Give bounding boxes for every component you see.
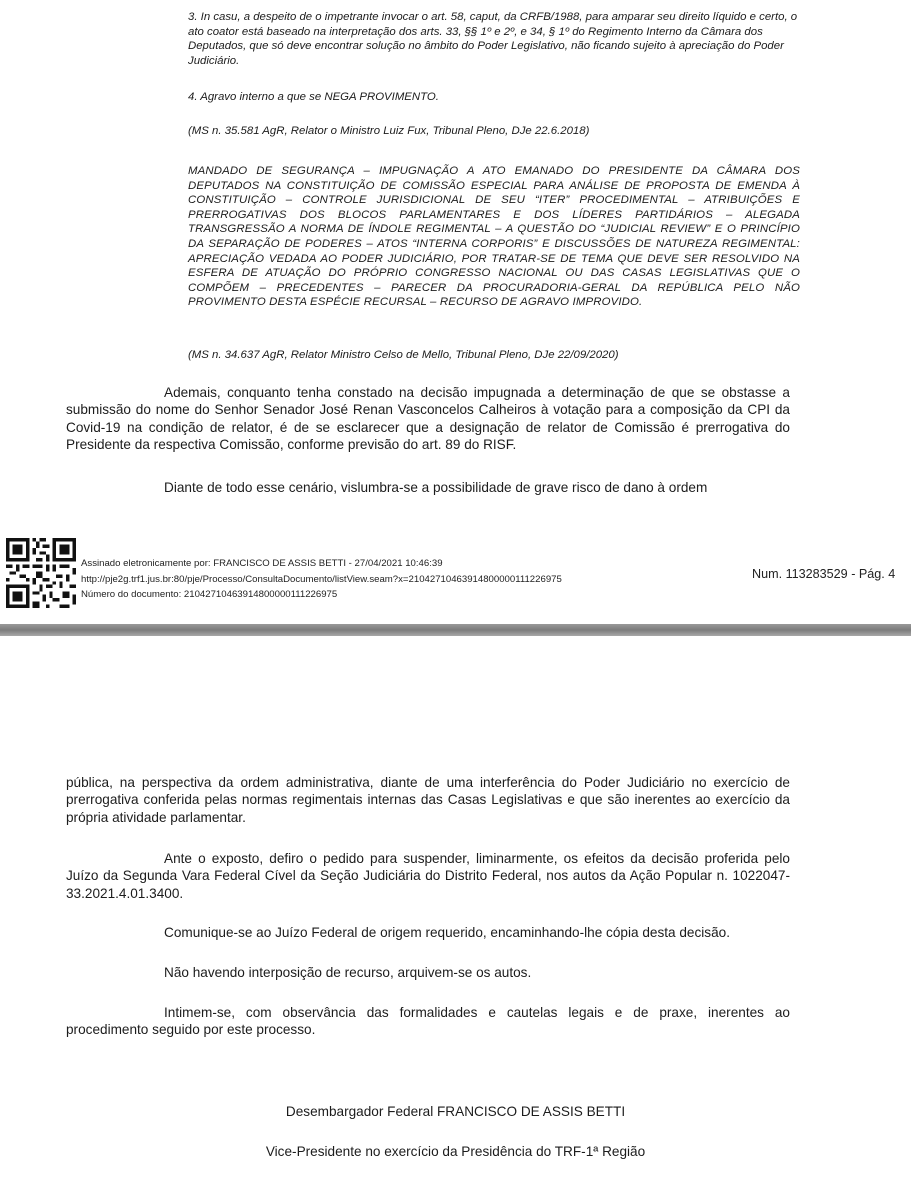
signature-role: Vice-Presidente no exercício da Presidência do TRF-1ª Região xyxy=(265,1144,646,1159)
quote-ementa: MANDADO DE SEGURANÇA – IMPUGNAÇÃO A ATO EMANADO DO PRESIDENTE DA CÂMARA DOS DEPUTADOS NA CONSTITUIÇÃO DE COMISSÃO ESPECIAL PARA ANÁLISE DE PROPOSTA DE EMENDA À CONSTITUIÇÃO – CONTROLE JURISDICIONAL DE SEU “ITER” PROCEDIMENTAL – ATRIBUIÇÕES E PRERROGATIVAS DOS BLOCOS PARLAMENTARES E DOS LÍDERES PARTIDÁRIOS – ALEGADA TRANSGRESSÃO A NORMA DE ÍNDOLE REGIMENTAL – A QUESTÃO DO “JUDICIAL REVIEW” E O PRINCÍPIO DA SEPARAÇÃO DE PODERES – ATOS “INTERNA CORPORIS” E DISCUSSÕES DE NATUREZA REGIMENTAL: APRECIAÇÃO VEDADA AO PODER JUDICIÁRIO, POR TRATAR-SE DE TEMA QUE DEVE SER RESOLVIDO NA ESFERA DE ATUAÇÃO DO PRÓPRIO CONGRESSO NACIONAL OU DAS CASAS LEGISLATIVAS QUE O COMPÕEM – PRECEDENTES – PARECER DA PROCURADORIA-GERAL DA REPÚBLICA PELO NÃO PROVIMENTO DESTA ESPÉCIE RECURSAL – RECURSO DE AGRAVO IMPROVIDO. xyxy=(188,165,800,309)
signed-by-text: Assinado eletronicamente por: FRANCISCO DE ASSIS BETTI - 27/04/2021 10:46:39 xyxy=(81,558,443,569)
quote-item-4: 4. Agravo interno a que se NEGA PROVIMENTO. xyxy=(188,91,439,103)
document-number-text: Número do documento: 21042710463914800000111226975 xyxy=(81,589,338,601)
page-number-text: Num. 113283529 - Pág. 4 xyxy=(752,567,896,581)
paragraph-diante: Diante de todo esse cenário, vislumbra-se a possibilidade de grave risco de dano à ordem xyxy=(164,480,708,495)
paragraph-intimem-se: Intimem-se, com observância das formalidades e cautelas legais e de praxe, inerentes ao procedimento seguido por este processo. xyxy=(66,1005,790,1038)
signature-info xyxy=(81,556,562,603)
document-url-link[interactable]: http://pje2g.trf1.jus.br:80/pje/Processo/ConsultaDocumento/listView.seam?x=21042710463914800000111226975 xyxy=(81,573,562,585)
quote-item-3: 3. In casu, a despeito de o impetrante invocar o art. 58, caput, da CRFB/1988, para amparar seu direito líquido e certo, o ato coator está baseado na interpretação dos arts. 33, §§ 1º e 2º, e 34, § 1º do Regimento Interno da Câmara dos Deputados, que só deve encontrar solução no âmbito do Poder Legislativo, não ficando sujeito à apreciação do Poder Judiciário. xyxy=(188,11,798,67)
signature-name: Desembargador Federal FRANCISCO DE ASSIS BETTI xyxy=(285,1104,626,1119)
quote-citation-ms-34637: (MS n. 34.637 AgR, Relator Ministro Celso de Mello, Tribunal Pleno, DJe 22/09/2020) xyxy=(188,349,619,361)
document-page-5 xyxy=(0,636,911,1200)
paragraph-ademais: Ademais, conquanto tenha constado na decisão impugnada a determinação de que se obstasse a submissão do nome do Senhor Senador José Renan Vasconcelos Calheiros à votação para a composição da CPI da Covid-19 na condição de relator, é de se esclarecer que a designação de relator de Comissão é prerrogativa do Presidente da respectiva Comissão, conforme previsão do art. 89 do RISF. xyxy=(66,385,790,452)
paragraph-comunique-se: Comunique-se ao Juízo Federal de origem requerido, encaminhando-lhe cópia desta decisão. xyxy=(164,925,730,940)
paragraph-continuation: pública, na perspectiva da ordem administrativa, diante de uma interferência do Poder Judiciário no exercício de prerrogativa conferida pelas normas regimentais internas das Casas Legislativas e que são inerentes ao exercício da própria atividade parlamentar. xyxy=(66,775,790,825)
signature-footer xyxy=(0,534,911,614)
qr-code-icon xyxy=(6,538,76,608)
paragraph-arquivem-se: Não havendo interposição de recurso, arquivem-se os autos. xyxy=(164,965,532,980)
page-separator xyxy=(0,624,911,636)
quote-citation-ms-35581: (MS n. 35.581 AgR, Relator o Ministro Luiz Fux, Tribunal Pleno, DJe 22.6.2018) xyxy=(188,125,590,137)
paragraph-ante-o-exposto: Ante o exposto, defiro o pedido para suspender, liminarmente, os efeitos da decisão proferida pelo Juízo da Segunda Vara Federal Cível da Seção Judiciária do Distrito Federal, nos autos da Ação Popular n. 1022047-33.2021.4.01.3400. xyxy=(66,851,790,901)
